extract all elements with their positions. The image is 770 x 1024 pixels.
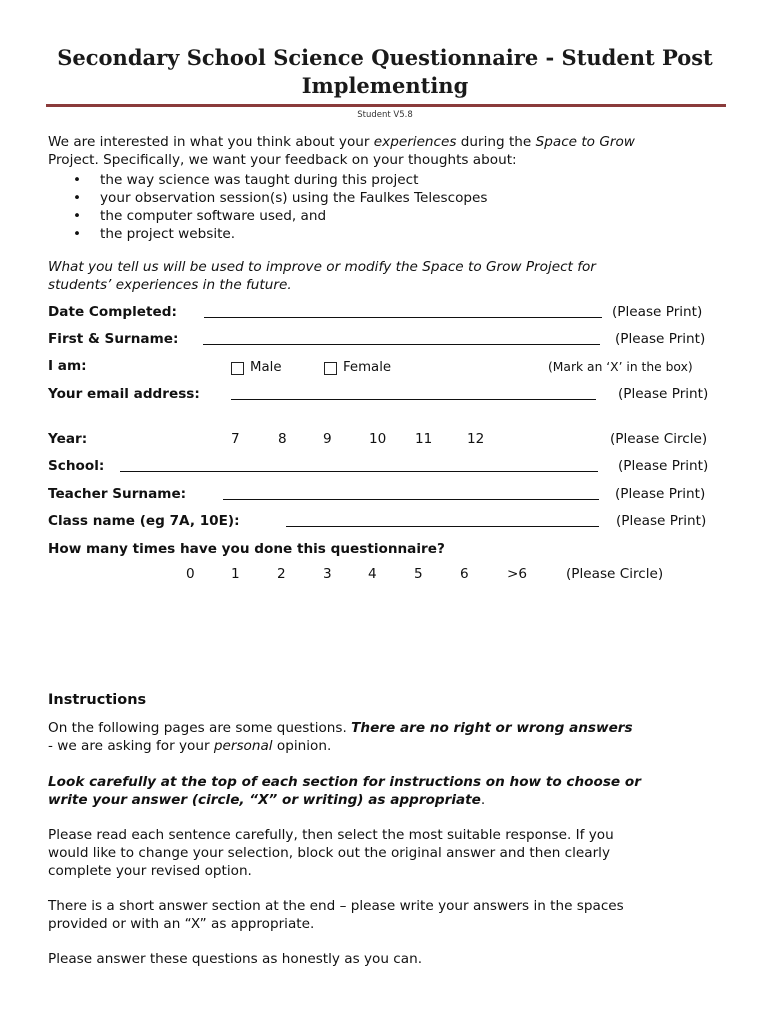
year-option[interactable]: 12 bbox=[467, 431, 485, 447]
intro-text: We are interested in what you think about your bbox=[48, 134, 374, 150]
year-option[interactable]: 9 bbox=[323, 431, 332, 447]
year-option[interactable]: 10 bbox=[369, 431, 387, 447]
intro-emphasis: experiences bbox=[373, 134, 457, 150]
print-hint: (Please Print) bbox=[615, 486, 706, 502]
intro-project-name: Space to Grow bbox=[535, 134, 635, 150]
teacher-field[interactable] bbox=[223, 487, 599, 500]
instructions-p3-line-1: Please read each sentence carefully, then select the most suitable response. If you bbox=[48, 827, 614, 843]
times-label: How many times have you done this questionnaire? bbox=[48, 541, 445, 557]
list-item: • the project website. bbox=[73, 225, 488, 243]
instructions-text: opinion. bbox=[272, 738, 332, 754]
male-option-label: Male bbox=[250, 360, 282, 375]
instructions-p2-line-2 bbox=[48, 791, 485, 809]
circle-hint: (Please Circle) bbox=[566, 566, 664, 582]
print-hint: (Please Print) bbox=[618, 386, 709, 402]
times-option[interactable]: 0 bbox=[186, 566, 195, 582]
school-field[interactable] bbox=[120, 459, 598, 472]
email-field[interactable] bbox=[231, 387, 596, 400]
list-item: • the computer software used, and bbox=[73, 207, 488, 225]
instructions-emphasis: write your answer (circle, “X” or writing) as appropriate bbox=[48, 792, 481, 808]
class-label: Class name (eg 7A, 10E): bbox=[48, 513, 240, 529]
teacher-label: Teacher Surname: bbox=[48, 486, 187, 502]
school-label: School: bbox=[48, 458, 105, 474]
title-line-1: Secondary School Science Questionnaire - Student Post bbox=[57, 45, 713, 70]
print-hint: (Please Print) bbox=[618, 458, 709, 474]
instructions-p2-line-1: Look carefully at the top of each section for instructions on how to choose or bbox=[48, 774, 641, 790]
instructions-p3-line-2: would like to change your selection, block out the original answer and then clearly bbox=[48, 845, 610, 861]
instructions-text: On the following pages are some questions. bbox=[48, 720, 352, 736]
mark-hint: (Mark an ‘X’ in the box) bbox=[548, 360, 693, 374]
instructions-p4-line-2: provided or with an “X” as appropriate. bbox=[48, 916, 315, 932]
intro-bullet-list bbox=[73, 171, 488, 243]
times-option[interactable]: 5 bbox=[414, 566, 423, 582]
male-checkbox[interactable] bbox=[231, 362, 244, 375]
instructions-p3-line-3: complete your revised option. bbox=[48, 863, 252, 879]
list-item: • the way science was taught during this project bbox=[73, 171, 488, 189]
times-option[interactable]: 2 bbox=[277, 566, 286, 582]
purpose-line-1: What you tell us will be used to improve or modify the Space to Grow Project for bbox=[48, 259, 596, 275]
instructions-p5: Please answer these questions as honestly as you can. bbox=[48, 951, 423, 967]
print-hint: (Please Print) bbox=[616, 513, 707, 529]
name-label: First & Surname: bbox=[48, 331, 179, 347]
instructions-p4-line-1: There is a short answer section at the end – please write your answers in the spaces bbox=[48, 898, 624, 914]
title-rule bbox=[46, 104, 726, 107]
times-option[interactable]: 4 bbox=[368, 566, 377, 582]
title-line-2: Implementing bbox=[301, 73, 469, 98]
instructions-emphasis: personal bbox=[213, 738, 273, 754]
email-label: Your email address: bbox=[48, 386, 200, 402]
purpose-line-2: students’ experiences in the future. bbox=[48, 277, 292, 293]
instructions-text: - we are asking for your bbox=[48, 738, 214, 754]
female-checkbox[interactable] bbox=[324, 362, 337, 375]
page-title bbox=[40, 44, 730, 100]
instructions-heading: Instructions bbox=[48, 692, 147, 708]
times-option[interactable]: 1 bbox=[231, 566, 240, 582]
female-option-label: Female bbox=[343, 360, 392, 375]
print-hint: (Please Print) bbox=[615, 331, 706, 347]
instructions-p1-line-2 bbox=[48, 737, 331, 755]
circle-hint: (Please Circle) bbox=[610, 431, 708, 447]
date-label: Date Completed: bbox=[48, 304, 177, 320]
list-item: • your observation session(s) using the Faulkes Telescopes bbox=[73, 189, 488, 207]
intro-line-2: Project. Specifically, we want your feedback on your thoughts about: bbox=[48, 152, 517, 168]
gender-label: I am: bbox=[48, 358, 87, 374]
name-field[interactable] bbox=[203, 332, 600, 345]
intro-text: during the bbox=[456, 134, 536, 150]
instructions-text: . bbox=[480, 792, 486, 808]
version-label: Student V5.8 bbox=[357, 110, 413, 120]
date-field[interactable] bbox=[204, 305, 602, 318]
year-option[interactable]: 11 bbox=[415, 431, 433, 447]
class-field[interactable] bbox=[286, 514, 599, 527]
times-option[interactable]: 6 bbox=[460, 566, 469, 582]
year-option[interactable]: 8 bbox=[278, 431, 287, 447]
instructions-p1-line-1 bbox=[48, 719, 633, 737]
times-option[interactable]: >6 bbox=[507, 566, 528, 582]
instructions-emphasis: There are no right or wrong answers bbox=[351, 720, 633, 736]
intro-line-1 bbox=[48, 133, 635, 151]
times-option[interactable]: 3 bbox=[323, 566, 332, 582]
year-option[interactable]: 7 bbox=[231, 431, 240, 447]
year-label: Year: bbox=[48, 431, 88, 447]
print-hint: (Please Print) bbox=[612, 304, 703, 320]
